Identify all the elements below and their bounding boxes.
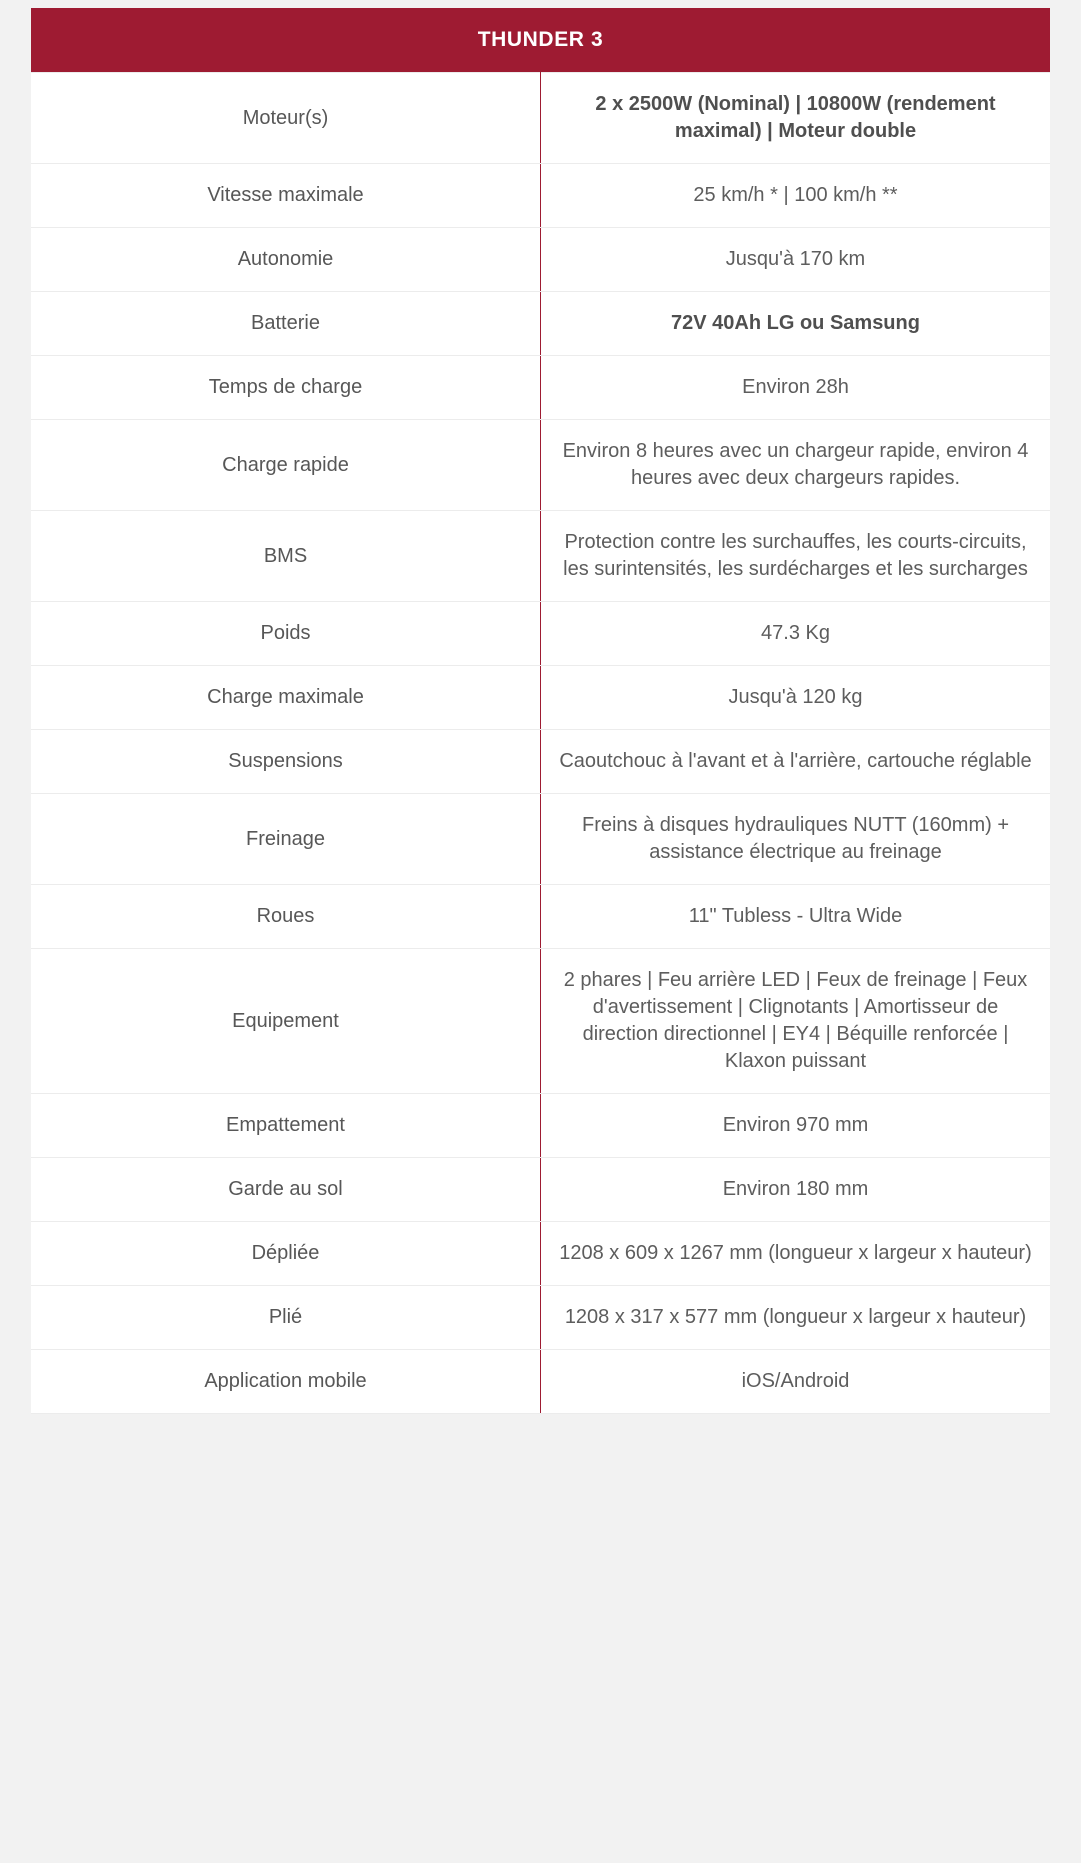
specifications-table — [31, 8, 1050, 1414]
table-row — [31, 1094, 1050, 1158]
table-title: THUNDER 3 — [31, 8, 1050, 73]
spec-value: 47.3 Kg — [541, 602, 1051, 666]
spec-label: Empattement — [31, 1094, 541, 1158]
spec-value: Environ 180 mm — [541, 1158, 1051, 1222]
spec-value: Jusqu'à 120 kg — [541, 666, 1051, 730]
spec-value: Protection contre les surchauffes, les courts-circuits, les surintensités, les surdécharges et les surcharges — [541, 511, 1051, 602]
table-row — [31, 356, 1050, 420]
spec-label: Suspensions — [31, 730, 541, 794]
spec-value: 2 phares | Feu arrière LED | Feux de freinage | Feux d'avertissement | Clignotants | Amortisseur de direction directionnel | EY4 | Béquille renforcée | Klaxon puissant — [541, 949, 1051, 1094]
spec-label: Application mobile — [31, 1350, 541, 1414]
spec-value: 1208 x 609 x 1267 mm (longueur x largeur x hauteur) — [541, 1222, 1051, 1286]
table-row — [31, 292, 1050, 356]
spec-value: 11" Tubless - Ultra Wide — [541, 885, 1051, 949]
spec-value: iOS/Android — [541, 1350, 1051, 1414]
table-row — [31, 885, 1050, 949]
spec-value: Jusqu'à 170 km — [541, 228, 1051, 292]
spec-label: BMS — [31, 511, 541, 602]
spec-label: Charge maximale — [31, 666, 541, 730]
table-header-row — [31, 8, 1050, 73]
spec-value: 1208 x 317 x 577 mm (longueur x largeur x hauteur) — [541, 1286, 1051, 1350]
table-row — [31, 1286, 1050, 1350]
table-row — [31, 602, 1050, 666]
table-row — [31, 511, 1050, 602]
table-row — [31, 666, 1050, 730]
spec-value: Freins à disques hydrauliques NUTT (160mm) + assistance électrique au freinage — [541, 794, 1051, 885]
spec-label: Plié — [31, 1286, 541, 1350]
table-row — [31, 73, 1050, 164]
spec-label: Autonomie — [31, 228, 541, 292]
spec-label: Dépliée — [31, 1222, 541, 1286]
spec-label: Temps de charge — [31, 356, 541, 420]
table-row — [31, 794, 1050, 885]
table-row — [31, 730, 1050, 794]
spec-value: 25 km/h * | 100 km/h ** — [541, 164, 1051, 228]
spec-label: Vitesse maximale — [31, 164, 541, 228]
spec-value: Caoutchouc à l'avant et à l'arrière, cartouche réglable — [541, 730, 1051, 794]
spec-label: Batterie — [31, 292, 541, 356]
table-row — [31, 949, 1050, 1094]
spec-value: 72V 40Ah LG ou Samsung — [541, 292, 1051, 356]
spec-value: Environ 970 mm — [541, 1094, 1051, 1158]
table-body — [31, 73, 1050, 1414]
table-row — [31, 164, 1050, 228]
spec-label: Equipement — [31, 949, 541, 1094]
spec-label: Freinage — [31, 794, 541, 885]
spec-value: Environ 28h — [541, 356, 1051, 420]
table-row — [31, 420, 1050, 511]
spec-label: Garde au sol — [31, 1158, 541, 1222]
table-row — [31, 1158, 1050, 1222]
spec-value: Environ 8 heures avec un chargeur rapide, environ 4 heures avec deux chargeurs rapides. — [541, 420, 1051, 511]
table-row — [31, 228, 1050, 292]
table-row — [31, 1350, 1050, 1414]
spec-value: 2 x 2500W (Nominal) | 10800W (rendement maximal) | Moteur double — [541, 73, 1051, 164]
spec-label: Roues — [31, 885, 541, 949]
table-row — [31, 1222, 1050, 1286]
spec-label: Moteur(s) — [31, 73, 541, 164]
spec-label: Charge rapide — [31, 420, 541, 511]
spec-label: Poids — [31, 602, 541, 666]
